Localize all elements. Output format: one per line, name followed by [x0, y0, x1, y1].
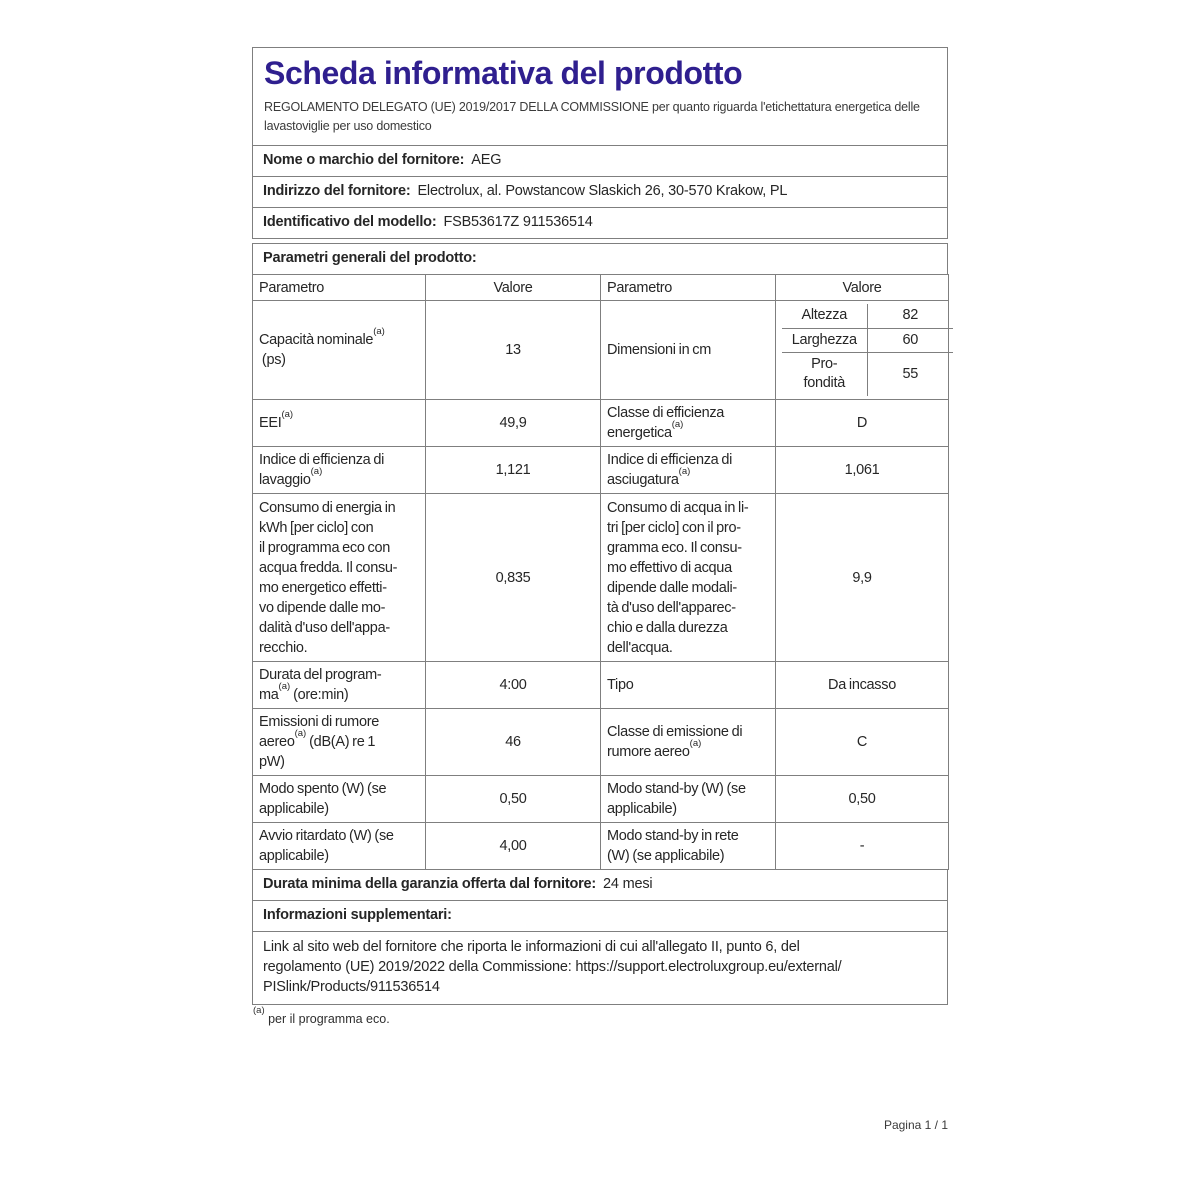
- header-valore-2: Valore: [776, 275, 949, 301]
- warranty-row: [252, 869, 948, 901]
- param-cell: Consumo di energia in kWh [per ciclo] con il programma eco con acqua fredda. Il consu- mo energetico effetti- vo dipende dalle mo- dalità d'uso dell'appa- recchio.: [253, 494, 426, 662]
- table-header-row: [253, 275, 949, 301]
- supplier-address-label: Indirizzo del fornitore:: [263, 183, 411, 199]
- dimension-label: Pro- fondità: [782, 352, 867, 396]
- supplier-brand-row: [252, 145, 948, 177]
- param-cell: Avvio ritardato (W) (se applicabile): [253, 823, 426, 870]
- parameters-table: [252, 274, 949, 870]
- supplementary-title: Informazioni supplementari:: [263, 907, 452, 923]
- value-cell: 1,121: [426, 447, 601, 494]
- value-cell: 9,9: [776, 494, 949, 662]
- param-cell: Emissioni di rumore aereo$^{(a)}$ (dB(A) re 1 pW): [253, 709, 426, 776]
- header-valore-1: Valore: [426, 275, 601, 301]
- value-cell: 46: [426, 709, 601, 776]
- value-cell: C: [776, 709, 949, 776]
- page-title: Scheda informativa del prodotto: [264, 55, 743, 91]
- supplier-brand-value: AEG: [471, 152, 502, 168]
- param-cell: Capacità nominale$^{(a)}$ (ps): [253, 301, 426, 400]
- title-section: [252, 47, 948, 146]
- dimension-label: Altezza: [782, 304, 867, 328]
- header-parametro-1: Parametro: [253, 275, 426, 301]
- dimension-label: Larghezza: [782, 328, 867, 352]
- param-cell: Tipo: [601, 662, 776, 709]
- warranty-label: Durata minima della garanzia offerta dal fornitore:: [263, 876, 597, 892]
- value-cell: 4,00: [426, 823, 601, 870]
- delayed-start-row: [253, 823, 949, 870]
- param-cell: Modo stand-by in rete (W) (se applicabile): [601, 823, 776, 870]
- program-duration-row: [253, 662, 949, 709]
- regulation-subtitle: REGOLAMENTO DELEGATO (UE) 2019/2017 DELLA COMMISSIONE per quanto riguarda l'etichettatura energetica delle lavastoviglie per uso domestico: [264, 100, 920, 133]
- value-cell: 0,50: [426, 776, 601, 823]
- value-cell: 13: [426, 301, 601, 400]
- dimension-row: [782, 352, 953, 396]
- page-number: Pagina 1 / 1: [883, 1118, 948, 1132]
- dimension-row: [782, 328, 953, 352]
- supplier-address-value: Electrolux, al. Powstancow Slaskich 26, 30-570 Krakow, PL: [417, 183, 788, 199]
- param-cell: Classe di efficienza energetica$^{(a)}$: [601, 400, 776, 447]
- general-parameters-header: [252, 243, 948, 275]
- consumption-row: [253, 494, 949, 662]
- value-cell: D: [776, 400, 949, 447]
- supplier-address-row: [252, 176, 948, 208]
- value-cell: 0,835: [426, 494, 601, 662]
- supplier-brand-label: Nome o marchio del fornitore:: [263, 152, 465, 168]
- param-cell: Modo spento (W) (se applicabile): [253, 776, 426, 823]
- value-cell: 1,061: [776, 447, 949, 494]
- efficiency-index-row: [253, 447, 949, 494]
- supplementary-header: [252, 900, 948, 932]
- dimensions-subtable-cell: [776, 301, 949, 400]
- value-cell: 4:00: [426, 662, 601, 709]
- model-identifier-value: FSB53617Z 911536514: [443, 214, 593, 230]
- off-mode-row: [253, 776, 949, 823]
- supplier-link-row: Link al sito web del fornitore che riporta le informazioni di cui all'allegato II, punto 6, del regolamento (UE) 2019/2022 della Commissione: https://support.electroluxgroup.eu/external/ PISlink/Products/911536514: [252, 931, 948, 1005]
- dimension-value: 60: [867, 328, 953, 352]
- dimension-value: 82: [867, 304, 953, 328]
- warranty-value: 24 mesi: [603, 876, 653, 892]
- param-cell: Durata del program- $ma^{(a)}$ (ore:min): [253, 662, 426, 709]
- value-cell: 0,50: [776, 776, 949, 823]
- model-identifier-label: Identificativo del modello:: [263, 214, 437, 230]
- noise-row: [253, 709, 949, 776]
- param-cell: Indice di efficienza di asciugatura$^{(a)}$: [601, 447, 776, 494]
- param-cell: Indice di efficienza di lavaggio$^{(a)}$: [253, 447, 426, 494]
- param-cell: Dimensioni in cm: [601, 301, 776, 400]
- param-cell: EEI$^{(a)}$: [253, 400, 426, 447]
- param-cell: Classe di emissione di rumore aereo$^{(a)}$: [601, 709, 776, 776]
- eei-row: [253, 400, 949, 447]
- product-fiche-document: [252, 47, 948, 1026]
- capacity-dimensions-row: [253, 301, 949, 400]
- param-cell: Consumo di acqua in li- tri [per ciclo] con il pro- gramma eco. Il consu- mo effettivo di acqua dipende dalle modali- tà d'uso dell'apparec- chio e dalla durezza dell'acqua.: [601, 494, 776, 662]
- general-parameters-title: Parametri generali del prodotto:: [263, 250, 477, 266]
- dimension-value: 55: [867, 352, 953, 396]
- value-cell: 49,9: [426, 400, 601, 447]
- dimensions-subtable: [782, 304, 953, 396]
- dimension-row: [782, 304, 953, 328]
- value-cell: -: [776, 823, 949, 870]
- footnote: $^{(a)}$ per il programma eco.: [253, 1005, 390, 1026]
- param-cell: Modo stand-by (W) (se applicabile): [601, 776, 776, 823]
- value-cell: Da incasso: [776, 662, 949, 709]
- model-identifier-row: [252, 207, 948, 239]
- header-parametro-2: Parametro: [601, 275, 776, 301]
